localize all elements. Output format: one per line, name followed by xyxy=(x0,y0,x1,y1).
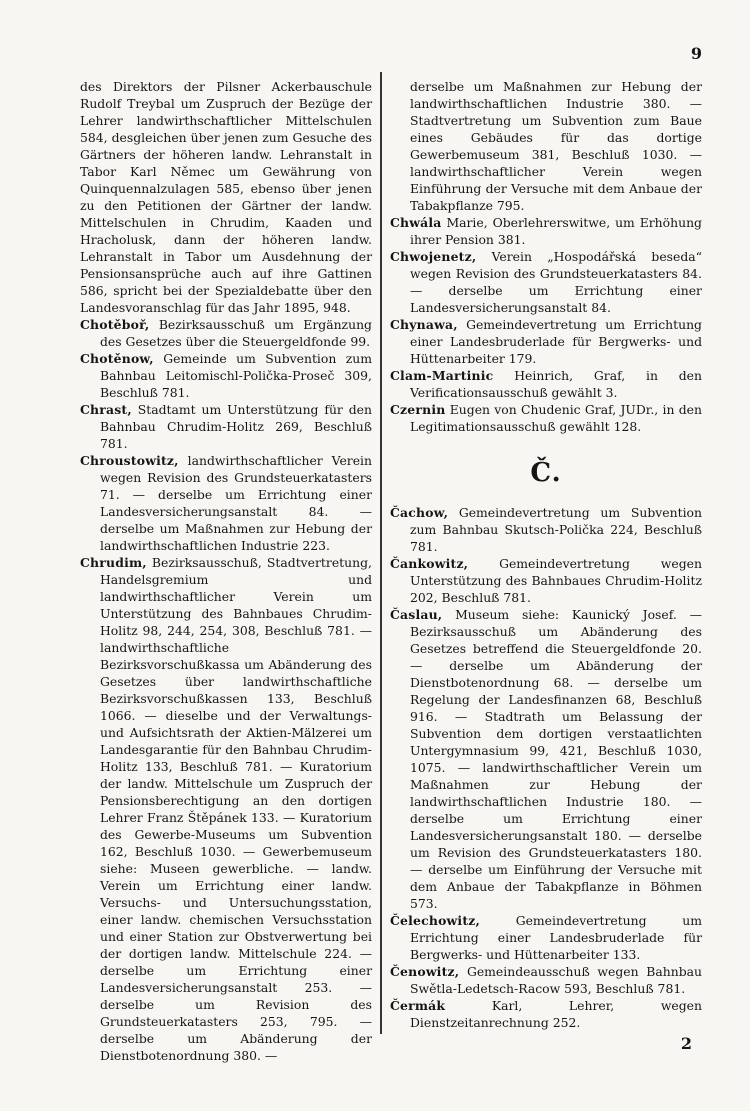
entry-head: Chotěnow, xyxy=(80,351,154,366)
right-column xyxy=(390,78,702,1031)
entry-text: derselbe um Maßnahmen zur Hebung der landwirthschaftlichen Industrie 380. — Stadtvertretung um Subvention zum Baue eines Gebäudes für das dortige Gewerbemuseum 381, Beschluß 1030. — landwirthschaftlicher Verein wegen Einführung der Versuche mit dem Anbaue der Tabakpflanze 795. xyxy=(410,79,702,213)
left-column xyxy=(80,78,372,1064)
index-entry xyxy=(390,401,702,435)
entry-head: Čelechowitz, xyxy=(390,913,480,928)
entry-head: Chwojenetz, xyxy=(390,249,477,264)
entry-text: Museum siehe: Kaunický Josef. — Bezirksausschuß um Abänderung des Gesetzes betreffend die Steuergeldfonde 20. — derselbe um Abänderung der Dienstbotenordnung 68. — derselbe um Regelung der Landesfinanzen 68, Beschluß 916. — Stadtrath um Belassung der Subvention dem dortigen verstaatlichten Untergymnasium 99, 421, Beschluß 1030, 1075. — landwirthschaftlicher Verein um Maßnahmen zur Hebung der landwirthschaftlichen Industrie 180. — derselbe um Errichtung einer Landesversicherungsanstalt 180. — derselbe um Revision des Grundsteuerkatasters 180. — derselbe um Einführung der Versuche mit dem Anbaue der Tabakpflanze in Böhmen 573. xyxy=(410,607,702,911)
entry-head: Chrast, xyxy=(80,402,132,417)
entry-text: Eugen von Chudenic Graf, JUDr., in den Legitimationsausschuß gewählt 128. xyxy=(410,402,702,434)
index-entry xyxy=(390,555,702,606)
entry-head: Chotěboř, xyxy=(80,317,150,332)
entry-text: Heinrich, Graf, in den Verificationsausschuß gewählt 3. xyxy=(410,368,702,400)
index-entry xyxy=(390,214,702,248)
index-entry xyxy=(390,248,702,316)
entry-head: Chrudim, xyxy=(80,555,147,570)
index-entry xyxy=(390,367,702,401)
entry-text: des Direktors der Pilsner Ackerbauschule Rudolf Treybal um Zuspruch der Bezüge der Lehrer landwirthschaftlicher Mittelschulen 584, desgleichen über jenen zum Gesuche des Gärtners der höheren landw. Lehranstalt in Tabor Karl Němec um Gewährung von Quinquennalzulagen 585, ebenso über jenen zu den Petitionen der Gärtner der landw. Mittelschulen in Chrudim, Kaaden und Hracholusk, dann der höheren landw. Lehranstalt in Tabor um Ausdehnung der Pensionsansprüche auch auf ihre Gattinen 586, spricht bei der Spezialdebatte über den Landesvoranschlag für das Jahr 1895, 948. xyxy=(80,79,372,315)
index-entry xyxy=(390,78,702,214)
entry-text: Marie, Oberlehrerswitwe, um Erhöhung ihrer Pension 381. xyxy=(410,215,702,247)
index-entry xyxy=(80,554,372,1064)
entry-head: Clam-Martinic xyxy=(390,368,494,383)
entry-head: Časlau, xyxy=(390,607,443,622)
index-entry xyxy=(390,504,702,555)
entry-head: Čankowitz, xyxy=(390,556,469,571)
entry-text: Gemeindevertretung um Errichtung einer Landesbruderlade für Bergwerks- und Hüttenarbeiter 133. xyxy=(410,913,702,962)
entry-head: Czernin xyxy=(390,402,446,417)
page-number: 9 xyxy=(690,44,702,63)
entry-text: Bezirksausschuß, Stadtvertretung, Handelsgremium und landwirthschaftlicher Verein um Unterstützung des Bahnbaues Chrudim-Holitz 98, 244, 254, 308, Beschluß 781. — landwirthschaftliche Bezirksvorschußkassa um Abänderung des Gesetzes über landwirthschaftliche Bezirksvorschußkassen 133, Beschluß 1066. — dieselbe und der Verwaltungs- und Aufsichtsrath der Aktien-Mälzerei um Landesgarantie für den Bahnbau Chrudim-Holitz 133, Beschluß 781. — Kuratorium der landw. Mittelschule um Zuspruch der Pensionsberechtigung an den dortigen Lehrer Franz Štěpánek 133. — Kuratorium des Gewerbe-Museums um Subvention 162, Beschluß 1030. — Gewerbemuseum siehe: Museen gewerbliche. — landw. Verein um Errichtung einer landw. Versuchs- und Untersuchungsstation, einer landw. chemischen Versuchsstation und einer Station zur Obstverwertung bei der dortigen landw. Mittelschule 224. — derselbe um Errichtung einer Landesversicherungsanstalt 253. — derselbe um Revision des Grundsteuerkatasters 253, 795. — derselbe um Abänderung der Dienstbotenordnung 380. — xyxy=(100,555,372,1063)
index-entry xyxy=(80,316,372,350)
index-entry xyxy=(80,401,372,452)
entry-head: Čachow, xyxy=(390,505,449,520)
section-heading: Č. xyxy=(530,458,562,488)
index-entry xyxy=(390,912,702,963)
footer-mark: 2 xyxy=(680,1034,692,1053)
entry-text: Stadtamt um Unterstützung für den Bahnbau Chrudim-Holitz 269, Beschluß 781. xyxy=(100,402,372,451)
index-entry xyxy=(390,963,702,997)
entry-head: Čenowitz, xyxy=(390,964,460,979)
entry-head: Čermák xyxy=(390,998,446,1013)
entry-text: Gemeindevertretung um Errichtung einer Landesbruderlade für Bergwerks- und Hüttenarbeiter 179. xyxy=(410,317,702,366)
entry-text: Bezirksausschuß um Ergänzung des Gesetzes über die Steuergeldfonde 99. xyxy=(100,317,372,349)
index-entry xyxy=(80,452,372,554)
column-rule xyxy=(380,72,382,1034)
entry-text: landwirthschaftlicher Verein wegen Revision des Grundsteuerkatasters 71. — derselbe um Errichtung einer Landesversicherungsanstalt 84. — derselbe um Maßnahmen zur Hebung der landwirthschaftlichen Industrie 223. xyxy=(100,453,372,553)
index-entry xyxy=(390,997,702,1031)
entry-text: Gemeinde um Subvention zum Bahnbau Leitomischl-Polička-Proseč 309, Beschluß 781. xyxy=(100,351,372,400)
index-entry xyxy=(390,606,702,912)
index-entry xyxy=(80,78,372,316)
entry-text: Gemeindevertretung wegen Unterstützung des Bahnbaues Chrudim-Holitz 202, Beschluß 781. xyxy=(410,556,702,605)
entry-head: Chroustowitz, xyxy=(80,453,179,468)
entry-text: Verein „Hospodářská beseda“ wegen Revision des Grundsteuerkatasters 84. — derselbe um Errichtung einer Landesversicherungsanstalt 84. xyxy=(410,249,702,315)
entry-text: Gemeindevertretung um Subvention zum Bahnbau Skutsch-Polička 224, Beschluß 781. xyxy=(410,505,702,554)
entry-text: Karl, Lehrer, wegen Dienstzeitanrechnung 252. xyxy=(410,998,702,1030)
index-entry xyxy=(390,316,702,367)
entry-text: Gemeindeausschuß wegen Bahnbau Swětla-Ledetsch-Racow 593, Beschluß 781. xyxy=(410,964,702,996)
index-entry xyxy=(80,350,372,401)
entry-head: Chynawa, xyxy=(390,317,458,332)
entry-head: Chwála xyxy=(390,215,442,230)
